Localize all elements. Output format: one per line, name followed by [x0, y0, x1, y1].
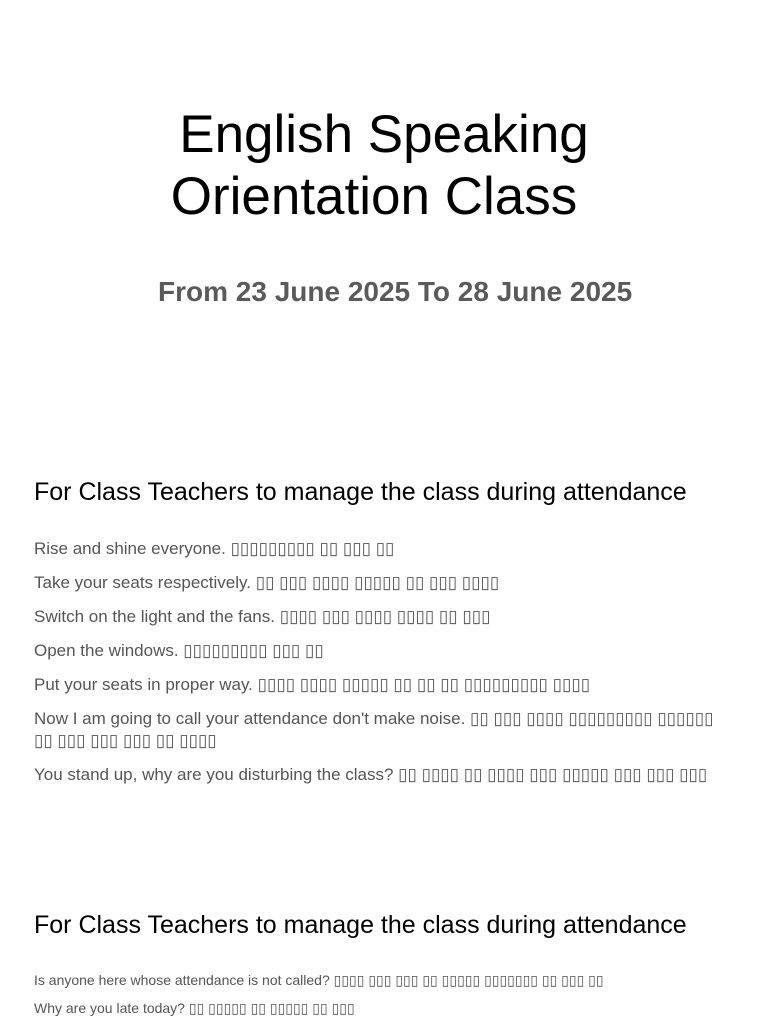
section-heading-attendance: For Class Teachers to manage the class during attendance — [34, 478, 687, 506]
phrase-item: You stand up, why are you disturbing the class? ▯▯ ▯▯▯▯ ▯▯ ▯▯▯▯ ▯▯▯ ▯▯▯▯▯ ▯▯▯ ▯▯▯ ▯▯▯ — [34, 765, 708, 784]
phrase-item: Take your seats respectively. ▯▯ ▯▯▯ ▯▯▯▯ ▯▯▯▯▯ ▯▯ ▯▯▯ ▯▯▯▯ — [34, 573, 500, 592]
phrase-item: Switch on the light and the fans. ▯▯▯▯ ▯▯▯ ▯▯▯▯ ▯▯▯▯ ▯▯ ▯▯▯ — [34, 607, 491, 626]
phrase-list — [34, 538, 734, 798]
phrase-item: Open the windows. ▯▯▯▯▯▯▯▯▯ ▯▯▯ ▯▯ — [34, 641, 324, 660]
title-line-1: English Speaking — [179, 105, 589, 164]
date-subtitle: From 23 June 2025 To 28 June 2025 — [158, 276, 633, 307]
phrase-item: Now I am going to call your attendance don't make noise. ▯▯ ▯▯▯ ▯▯▯▯ ▯▯▯▯▯▯▯▯▯ ▯▯▯▯▯▯ ▯▯ ▯▯▯ ▯▯▯ ▯▯▯ ▯▯ ▯▯▯▯ — [34, 709, 714, 750]
phrase-item: Why are you late today? ▯▯ ▯▯▯▯▯ ▯▯ ▯▯▯▯▯ ▯▯ ▯▯▯ — [34, 1000, 355, 1016]
phrase-item: Rise and shine everyone. ▯▯▯▯▯▯▯▯▯ ▯▯ ▯▯▯ ▯▯ — [34, 539, 395, 558]
phrase-item: Put your seats in proper way. ▯▯▯▯ ▯▯▯▯ ▯▯▯▯▯ ▯▯ ▯▯ ▯▯ ▯▯▯▯▯▯▯▯▯ ▯▯▯▯ — [34, 675, 591, 694]
phrase-list-2 — [34, 970, 734, 1026]
phrase-item: Is anyone here whose attendance is not called? ▯▯▯▯ ▯▯▯ ▯▯▯ ▯▯ ▯▯▯▯▯ ▯▯▯▯▯▯▯ ▯▯ ▯▯▯ ▯▯ — [34, 972, 604, 988]
title-line-2: Orientation Class — [170, 167, 578, 226]
section-heading-attendance-2: For Class Teachers to manage the class during attendance — [34, 911, 687, 939]
slide-title — [0, 104, 768, 228]
